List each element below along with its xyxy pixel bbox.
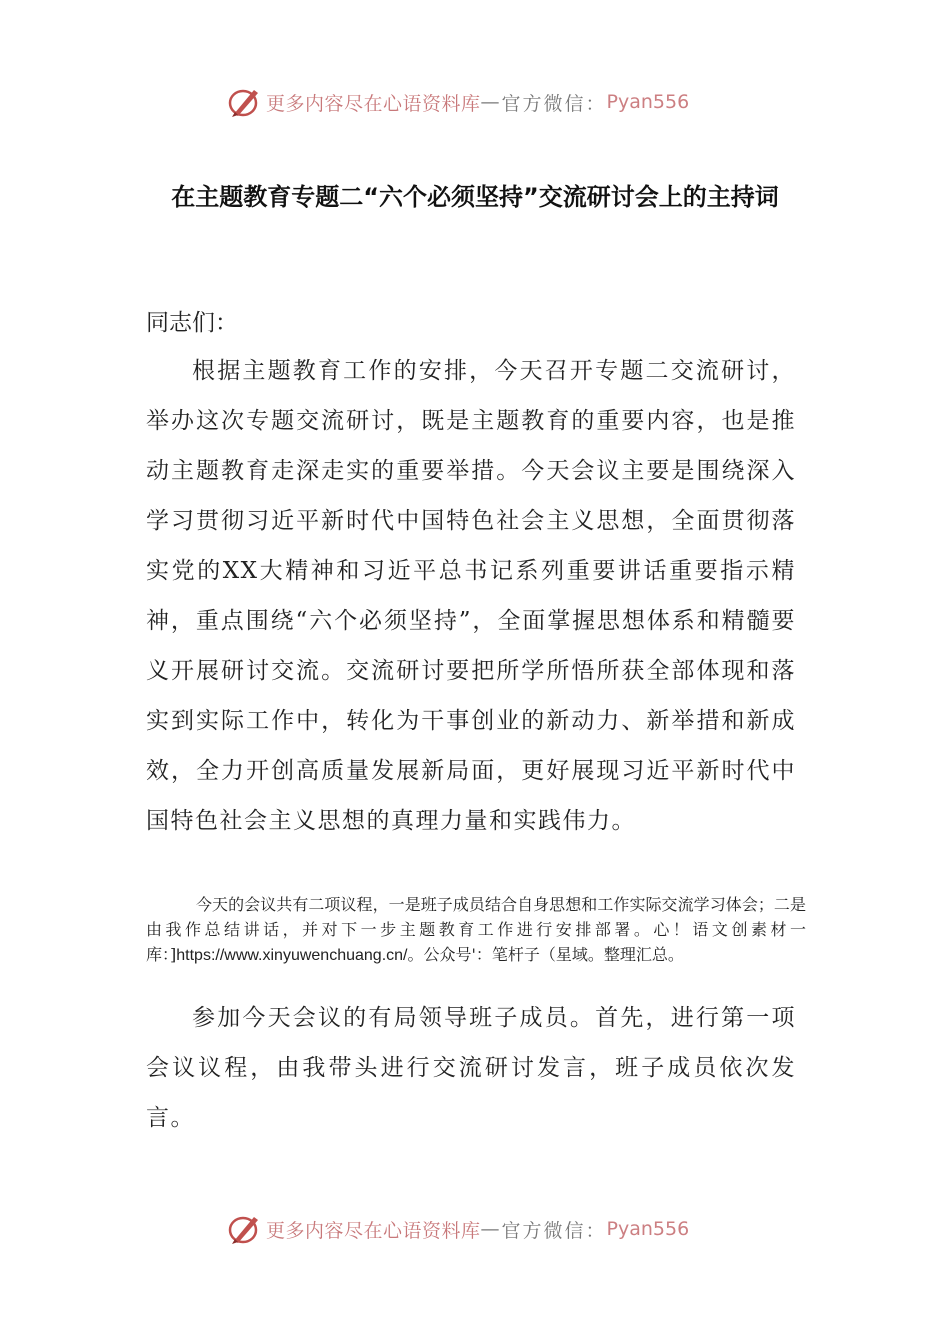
pen-in-circle-icon [226,84,262,120]
header-banner [226,82,689,122]
document-title: 在主题教育专题二“六个必须坚持”交流研讨会上的主持词 [171,183,779,211]
paragraph-3: 参加今天会议的有局领导班子成员。首先，进行第一项会议议程，由我带头进行交流研讨发言，班子成员依次发言。 [146,1005,796,1131]
banner-label: 官方微信： [501,92,607,115]
paragraph-2-url: https://www.xinyuwenchuang.cn/ [176,947,408,964]
banner-slogan: 更多内容尽在心语资料库 [266,92,481,115]
banner-account: Pyan556 [606,1218,690,1240]
paragraph-2-text-start: 今天的会议共有二项议程，一是班子成员结合自身思想和工作实际交流学习体会；二是由我作总结讲话，并对下一步主题教育工作进行安排部署。心！语文创素材一库：] [146,895,806,964]
paragraph-2-text-end: 。公众号'：笔杆子（星域。整理汇总。 [407,945,684,964]
banner-slogan: 更多内容尽在心语资料库 [266,1219,481,1242]
banner-account: Pyan556 [606,91,690,113]
footer-banner [226,1209,689,1249]
banner-dash: — [480,91,502,113]
paragraph-1: 根据主题教育工作的安排，今天召开专题二交流研讨，举办这次专题交流研讨，既是主题教育的重要内容，也是推动主题教育走深走实的重要举措。今天会议主要是围绕深入学习贯彻习近平新时代中国特色社会主义思想，全面贯彻落实党的XX大精神和习近平总书记系列重要讲话重要指示精神，重点围绕“六个必须坚持”，全面掌握思想体系和精髓要义开展研讨交流。交流研讨要把所学所悟所获全部体现和落实到实际工作中，转化为干事创业的新动力、新举措和新成效，全力开创高质量发展新局面，更好展现习近平新时代中国特色社会主义思想的真理力量和实践伟力。 [146,358,796,834]
paragraph-2 [146,892,806,968]
banner-label: 官方微信： [501,1219,607,1242]
greeting: 同志们： [146,310,238,336]
banner-dash: — [480,1218,502,1240]
pen-in-circle-icon [226,1211,262,1247]
